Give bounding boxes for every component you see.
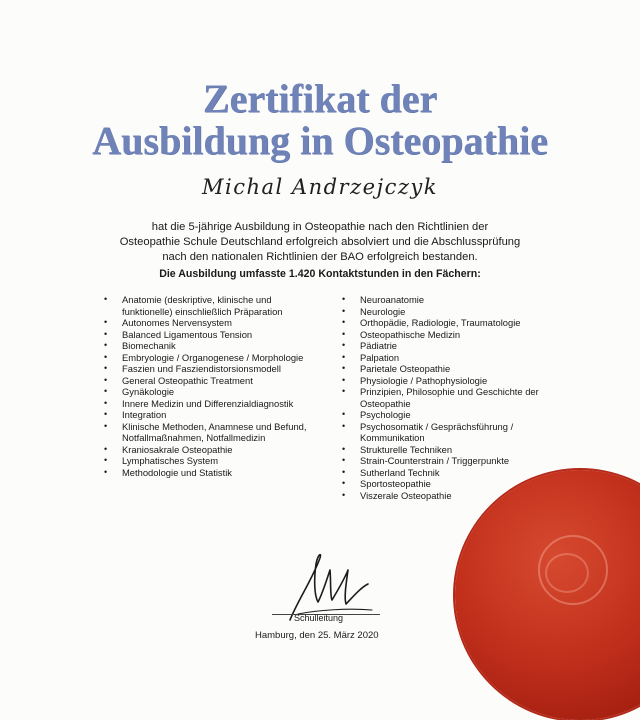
subject-item: • Prinzipien, Philosophie und Geschichte der Osteopathie bbox=[342, 386, 542, 409]
subject-item: • Sportosteopathie bbox=[342, 478, 542, 490]
subject-item: • Psychosomatik / Gesprächsführung / Kommunikation bbox=[342, 421, 542, 444]
subject-item: • Faszien und Fasziendistorsionsmodell bbox=[104, 363, 324, 375]
subject-item: • Strukturelle Techniken bbox=[342, 444, 542, 456]
subject-item: • Psychologie bbox=[342, 409, 542, 421]
subjects-list-left bbox=[104, 294, 324, 478]
subject-item: • Lymphatisches System bbox=[104, 455, 324, 467]
subject-item: • Neuroanatomie bbox=[342, 294, 542, 306]
seal-emblem-icon bbox=[545, 553, 589, 593]
subject-item: • Strain-Counterstrain / Triggerpunkte bbox=[342, 455, 542, 467]
intro-line: hat die 5-jährige Ausbildung in Osteopathie nach den Richtlinien der bbox=[151, 221, 489, 233]
subject-item: • Viszerale Osteopathie bbox=[342, 490, 542, 502]
subject-item: • Physiologie / Pathophysiologie bbox=[342, 375, 542, 387]
subject-item: • Autonomes Nervensystem bbox=[104, 317, 324, 329]
subject-item: • Integration bbox=[104, 409, 324, 421]
intro-line: nach den nationalen Richtlinien der BAO erfolgreich bestanden. bbox=[162, 251, 478, 263]
recipient-name: Michal Andrzejczyk bbox=[201, 175, 438, 199]
subject-item: • Gynäkologie bbox=[104, 386, 324, 398]
subject-item: • Palpation bbox=[342, 352, 542, 364]
subject-item: • Neurologie bbox=[342, 306, 542, 318]
certificate-title-line1: Zertifikat der bbox=[202, 76, 438, 121]
subject-item: • Innere Medizin und Differenzialdiagnostik bbox=[104, 398, 324, 410]
red-wax-seal bbox=[455, 470, 640, 720]
subjects-heading: Die Ausbildung umfasste 1.420 Kontaktstunden in den Fächern: bbox=[159, 268, 481, 280]
subject-item: • Orthopädie, Radiologie, Traumatologie bbox=[342, 317, 542, 329]
subject-item: • Anatomie (deskriptive, klinische und funktionelle) einschließlich Präparation bbox=[104, 294, 324, 317]
subject-item: • Embryologie / Organogenese / Morphologie bbox=[104, 352, 324, 364]
subject-item: • Methodologie und Statistik bbox=[104, 467, 324, 479]
subject-item: • Biomechanik bbox=[104, 340, 324, 352]
certificate-title-line2: Ausbildung in Osteopathie bbox=[92, 118, 548, 163]
subject-item: • Pädiatrie bbox=[342, 340, 542, 352]
subject-item: • Parietale Osteopathie bbox=[342, 363, 542, 375]
city-date: Hamburg, den 25. März 2020 bbox=[255, 630, 379, 641]
subject-item: • Sutherland Technik bbox=[342, 467, 542, 479]
subject-item: • Kraniosakrale Osteopathie bbox=[104, 444, 324, 456]
subject-item: • Balanced Ligamentous Tension bbox=[104, 329, 324, 341]
subject-item: • Osteopathische Medizin bbox=[342, 329, 542, 341]
subject-item: • Klinische Methoden, Anamnese und Befund, Notfallmaßnahmen, Notfallmedizin bbox=[104, 421, 324, 444]
intro-line: Osteopathie Schule Deutschland erfolgreich absolviert und die Abschlussprüfung bbox=[119, 236, 521, 248]
subject-item: • General Osteopathic Treatment bbox=[104, 375, 324, 387]
signature-icon bbox=[268, 540, 388, 622]
signature-label: Schulleitung bbox=[294, 613, 344, 623]
intro-text bbox=[90, 220, 550, 265]
subjects-list-right bbox=[342, 294, 542, 501]
